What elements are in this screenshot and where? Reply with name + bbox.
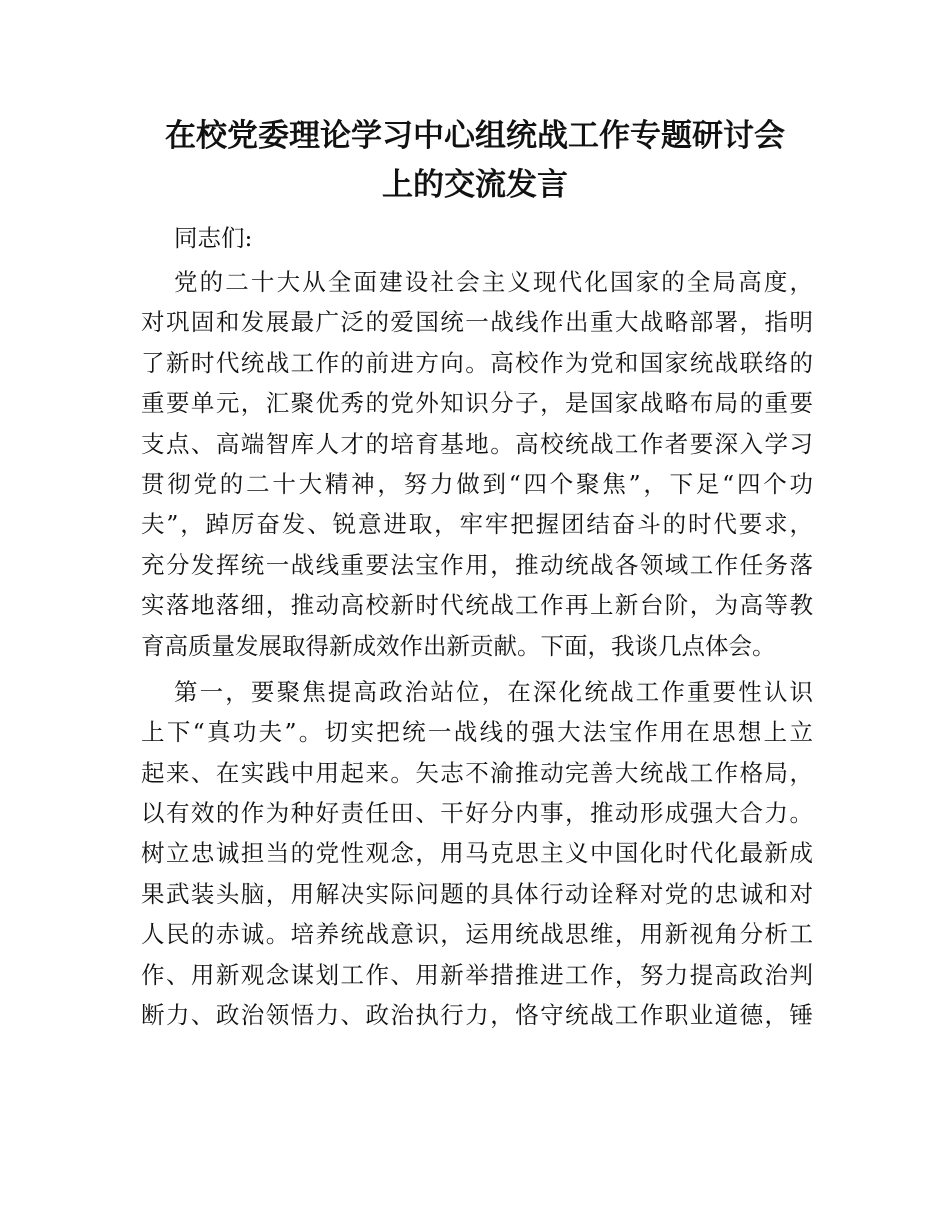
paragraph-line: 果武装头脑，用解决实际问题的具体行动诠释对党的忠诚和对 [141, 879, 813, 908]
paragraph-line: 作、用新观念谋划工作、用新举措推进工作，努力提高政治判 [141, 960, 813, 989]
document-title [120, 112, 830, 210]
title-line-1: 在校党委理论学习中心组统战工作专题研讨会 [165, 118, 785, 154]
paragraph-line: 对巩固和发展最广泛的爱国统一战线作出重大战略部署，指明 [141, 308, 813, 337]
paragraph-line: 夫”，踔厉奋发、锐意进取，牢牢把握团结奋斗的时代要求， [141, 510, 813, 539]
paragraph-line: 重要单元，汇聚优秀的党外知识分子，是国家战略布局的重要 [141, 389, 813, 418]
greeting: 同志们: [174, 224, 253, 252]
paragraph-line: 上下“真功夫”。切实把统一战线的强大法宝作用在思想上立 [141, 718, 813, 747]
paragraph-line: 贯彻党的二十大精神，努力做到“四个聚焦”，下足“四个功 [141, 469, 813, 498]
paragraph-line: 实落地落细，推动高校新时代统战工作再上新台阶，为高等教 [141, 591, 813, 620]
paragraph-line: 起来、在实践中用起来。矢志不渝推动完善大统战工作格局， [141, 758, 813, 787]
paragraph-line: 支点、高端智库人才的培育基地。高校统战工作者要深入学习 [141, 429, 813, 458]
paragraph-line: 断力、政治领悟力、政治执行力，恪守统战工作职业道德，锤 [141, 1001, 813, 1030]
title-line-2: 上的交流发言 [382, 167, 568, 203]
document-body [141, 214, 813, 1035]
paragraph-line: 人民的赤诚。培养统战意识，运用统战思维，用新视角分析工 [141, 920, 813, 949]
paragraph-line: 充分发挥统一战线重要法宝作用，推动统战各领域工作任务落 [141, 550, 813, 579]
paragraph-line: 第一，要聚焦提高政治站位，在深化统战工作重要性认识 [174, 677, 813, 706]
paragraph-line: 以有效的作为种好责任田、干好分内事，推动形成强大合力。 [141, 799, 813, 828]
paragraph-line: 树立忠诚担当的党性观念，用马克思主义中国化时代化最新成 [141, 839, 813, 868]
paragraph-1 [141, 262, 813, 666]
paragraph-line: 育高质量发展取得新成效作出新贡献。下面，我谈几点体会。 [141, 631, 776, 660]
paragraph-line: 党的二十大从全面建设社会主义现代化国家的全局高度， [174, 268, 813, 296]
paragraph-line: 了新时代统战工作的前进方向。高校作为党和国家统战联络的 [141, 348, 813, 377]
paragraph-2 [141, 672, 813, 1036]
